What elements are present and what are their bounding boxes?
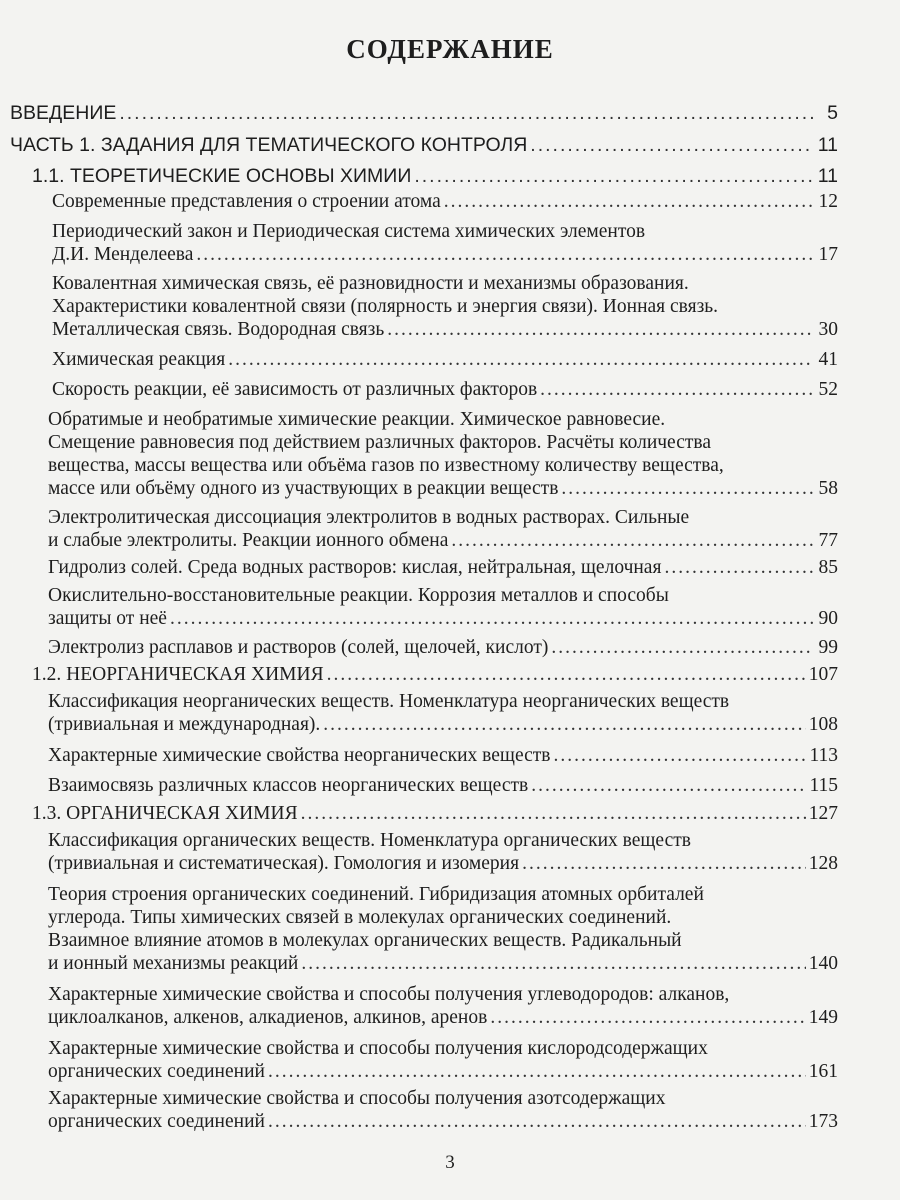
dot-leader <box>323 714 805 736</box>
toc-entry-text: Характеристики ковалентной связи (полярность и энергия связи). Ионная связь. <box>52 296 719 317</box>
toc-entry-line <box>52 296 718 318</box>
page-number: 3 <box>445 1152 455 1173</box>
toc-entry-line <box>48 432 711 454</box>
toc-page-number: 85 <box>818 557 838 578</box>
toc-entry-text: циклоалканов, алкенов, алкадиенов, алкинов, аренов <box>48 1007 488 1028</box>
toc-entry-text: Современные представления о строении атома <box>52 191 441 212</box>
toc-entry-text: Периодический закон и Периодическая система химических элементов <box>52 221 646 242</box>
toc-entry-text: Характерные химические свойства и способы получения кислородсодержащих <box>48 1038 708 1059</box>
dot-leader <box>522 853 806 875</box>
toc-entry-line <box>48 478 838 500</box>
toc-entry-text: Скорость реакции, её зависимость от различных факторов <box>52 379 538 400</box>
dot-leader <box>664 557 813 579</box>
toc-page-number: 58 <box>818 478 838 499</box>
dot-leader <box>531 775 806 797</box>
toc-entry-line <box>48 853 838 875</box>
dot-leader <box>301 803 806 825</box>
toc-entry-line <box>48 907 671 929</box>
toc-entry-text: Обратимые и необратимые химические реакции. Химическое равновесие. <box>48 409 666 430</box>
toc-entry-line <box>52 191 838 213</box>
toc-entry-text: Ковалентная химическая связь, её разновидности и механизмы образования. <box>52 273 689 294</box>
toc-entry-text: 1.3. ОРГАНИЧЕСКАЯ ХИМИЯ <box>32 803 298 824</box>
toc-entry-line <box>10 102 838 124</box>
toc-entry-text: Электролитическая диссоциация электролитов в водных растворах. Сильные <box>48 507 690 528</box>
dot-leader <box>490 1007 805 1029</box>
toc-page-number: 128 <box>808 853 838 874</box>
dot-leader <box>228 349 813 371</box>
toc-entry-text: Металлическая связь. Водородная связь <box>52 319 385 340</box>
toc-page-number: 17 <box>818 244 838 265</box>
dot-leader <box>196 244 813 266</box>
toc-entry-text: Д.И. Менделеева <box>52 244 194 265</box>
dot-leader <box>451 530 813 552</box>
toc-entry-text: массе или объёму одного из участвующих в реакции веществ <box>48 478 559 499</box>
toc-entry-text: органических соединений <box>48 1061 265 1082</box>
toc-entry-line <box>48 930 682 952</box>
toc-page-number: 107 <box>808 664 838 685</box>
dot-leader <box>414 165 813 187</box>
toc-entry-text: 1.2. НЕОРГАНИЧЕСКАЯ ХИМИЯ <box>32 664 324 685</box>
toc-page-number: 99 <box>818 637 838 658</box>
toc-entry-line <box>48 884 704 906</box>
toc-page-number: 140 <box>808 953 838 974</box>
toc-page-number: 52 <box>818 379 838 400</box>
toc-entry-text: углерода. Типы химических связей в молекулах органических соединений. <box>48 907 672 928</box>
toc-entry-line <box>52 244 838 266</box>
toc-page-number: 127 <box>808 803 838 824</box>
toc-page-number: 30 <box>818 319 838 340</box>
toc-entry-text: Смещение равновесия под действием различных факторов. Расчёты количества <box>48 432 711 453</box>
toc-entry-text: Теория строения органических соединений. Гибридизация атомных орбиталей <box>48 884 704 905</box>
toc-entry-line <box>48 1061 838 1083</box>
toc-entry-line <box>52 379 838 401</box>
toc-entry-line <box>48 409 665 431</box>
toc-page-number: 12 <box>818 191 838 212</box>
dot-leader <box>327 664 806 686</box>
toc-entry-text: Взаимное влияние атомов в молекулах органических веществ. Радикальный <box>48 930 682 951</box>
toc-entry-line <box>48 984 729 1006</box>
toc-entry-text: и ионный механизмы реакций <box>48 953 299 974</box>
dot-leader <box>551 637 813 659</box>
dot-leader <box>444 191 813 213</box>
toc-entry-text: Характерные химические свойства неорганических веществ <box>48 745 551 766</box>
toc-entry-line <box>48 507 689 529</box>
toc-entry-line <box>10 134 838 156</box>
dot-leader <box>268 1111 806 1133</box>
toc-page-number: 108 <box>808 714 838 735</box>
toc-entry-text: Электролиз расплавов и растворов (солей, щелочей, кислот) <box>48 637 549 658</box>
toc-page-number: 149 <box>808 1007 838 1028</box>
toc-entry-line <box>48 557 838 579</box>
dot-leader <box>387 319 813 341</box>
toc-page-number: 5 <box>827 102 838 124</box>
toc-entry-text: (тривиальная и систематическая). Гомология и изомерия <box>48 853 520 874</box>
toc-page-number: 11 <box>817 165 838 187</box>
toc-page-number: 161 <box>808 1061 838 1082</box>
toc-entry-line <box>48 1111 838 1133</box>
toc-page-number: 90 <box>818 608 838 629</box>
toc-entry-line <box>48 608 838 630</box>
toc-entry-line <box>48 637 838 659</box>
toc-entry-line <box>52 221 645 243</box>
toc-entry-line <box>52 273 689 295</box>
toc-entry-text: защиты от неё <box>48 608 167 629</box>
toc-page-number: 77 <box>818 530 838 551</box>
dot-leader <box>561 478 813 500</box>
toc-entry-line <box>48 530 838 552</box>
toc-entry-line <box>32 165 838 187</box>
toc-entry-line <box>48 1038 708 1060</box>
toc-entry-text: Характерные химические свойства и способы получения азотсодержащих <box>48 1088 666 1109</box>
toc-entry-text: Характерные химические свойства и способы получения углеводородов: алканов, <box>48 984 730 1005</box>
toc-entry-text: (тривиальная и международная). <box>48 714 321 735</box>
dot-leader <box>119 102 813 124</box>
dot-leader <box>170 608 813 630</box>
toc-entry-line <box>48 953 838 975</box>
toc-entry-line <box>48 691 729 713</box>
toc-entry-text: Классификация неорганических веществ. Номенклатура неорганических веществ <box>48 691 730 712</box>
toc-entry-text: Гидролиз солей. Среда водных растворов: кислая, нейтральная, щелочная <box>48 557 662 578</box>
toc-entry-line <box>32 803 838 825</box>
toc-entry-line <box>48 455 724 477</box>
toc-entry-line <box>48 775 838 797</box>
dot-leader <box>268 1061 806 1083</box>
toc-entry-text: 1.1. ТЕОРЕТИЧЕСКИЕ ОСНОВЫ ХИМИИ <box>32 165 412 187</box>
toc-entry-line <box>48 585 669 607</box>
toc-entry-line <box>32 664 838 686</box>
toc-entry-line <box>48 1088 665 1110</box>
toc-entry-line <box>48 745 838 767</box>
toc-entry-line <box>52 349 838 371</box>
toc-entry-line <box>48 830 691 852</box>
toc-entry-text: и слабые электролиты. Реакции ионного обмена <box>48 530 449 551</box>
toc-entry-text: органических соединений <box>48 1111 265 1132</box>
dot-leader <box>553 745 806 767</box>
toc-entry-text: ВВЕДЕНИЕ <box>10 102 117 124</box>
toc-page-number: 11 <box>817 134 838 156</box>
toc-entry-text: Химическая реакция <box>52 349 226 370</box>
toc-page-number: 113 <box>809 745 838 766</box>
toc-entry-text: ЧАСТЬ 1. ЗАДАНИЯ ДЛЯ ТЕМАТИЧЕСКОГО КОНТРОЛЯ <box>10 134 528 156</box>
dot-leader <box>540 379 813 401</box>
toc-page-number: 41 <box>818 349 838 370</box>
toc-page-number: 173 <box>808 1111 838 1132</box>
dot-leader <box>301 953 805 975</box>
toc-entry-text: Взаимосвязь различных классов неорганических веществ <box>48 775 529 796</box>
toc-entry-text: вещества, массы вещества или объёма газов по известному количеству вещества, <box>48 455 724 476</box>
toc-entry-text: Классификация органических веществ. Номенклатура органических веществ <box>48 830 691 851</box>
toc-page-number: 115 <box>809 775 838 796</box>
toc-entry-text: Окислительно-восстановительные реакции. Коррозия металлов и способы <box>48 585 669 606</box>
dot-leader <box>530 134 813 156</box>
toc-entry-line <box>52 319 838 341</box>
toc-entry-line <box>48 1007 838 1029</box>
toc-entry-line <box>48 714 838 736</box>
page-title: СОДЕРЖАНИЕ <box>346 34 554 64</box>
